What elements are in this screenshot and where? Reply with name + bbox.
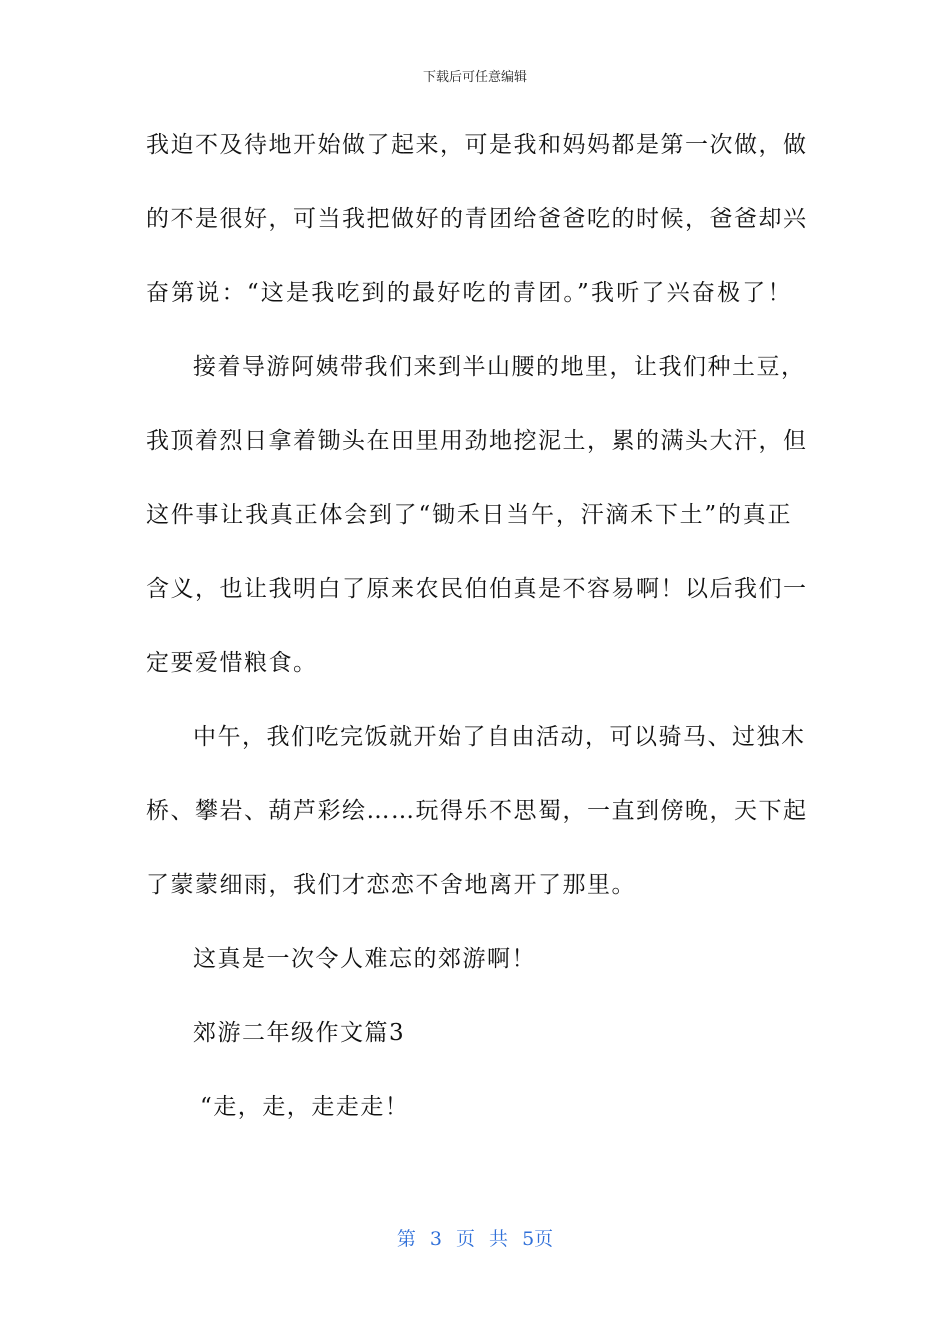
- paragraph-line: 这真是一次令人难忘的郊游啊！: [193, 946, 536, 972]
- page-header: 下载后可任意编辑: [422, 70, 527, 85]
- paragraph-start-line: 接着导游阿姨带我们来到半山腰的地里，让我们种土豆，: [193, 354, 806, 380]
- text-line: 我迫不及待地开始做了起来，可是我和妈妈都是第一次做，做: [146, 132, 808, 158]
- text-line: 我顶着烈日拿着锄头在田里用劲地挖泥土，累的满头大汗，但: [146, 428, 808, 454]
- text-line: 定要爱惜粮食。: [146, 650, 318, 676]
- text-line: 这件事让我真正体会到了“锄禾日当午，汗滴禾下土”的真正: [146, 502, 792, 528]
- text-line: 奋第说：“这是我吃到的最好吃的青团。”我听了兴奋极了！: [146, 280, 792, 306]
- page-number: 第 3 页 共 5页: [396, 1228, 554, 1250]
- text-line: 桥、攀岩、葫芦彩绘……玩得乐不思蜀，一直到傍晚，天下起: [146, 798, 808, 824]
- text-line: 含义，也让我明白了原来农民伯伯真是不容易啊！以后我们一: [146, 576, 808, 602]
- section-title: 郊游二年级作文篇3: [193, 1020, 406, 1046]
- paragraph-line: “走，走，走走走！: [200, 1094, 410, 1120]
- document-body: [146, 122, 808, 1158]
- paragraph-start-line: 中午，我们吃完饭就开始了自由活动，可以骑马、过独木: [193, 724, 806, 750]
- text-line: 了蒙蒙细雨，我们才恋恋不舍地离开了那里。: [146, 872, 636, 898]
- text-line: 的不是很好，可当我把做好的青团给爸爸吃的时候，爸爸却兴: [146, 206, 808, 232]
